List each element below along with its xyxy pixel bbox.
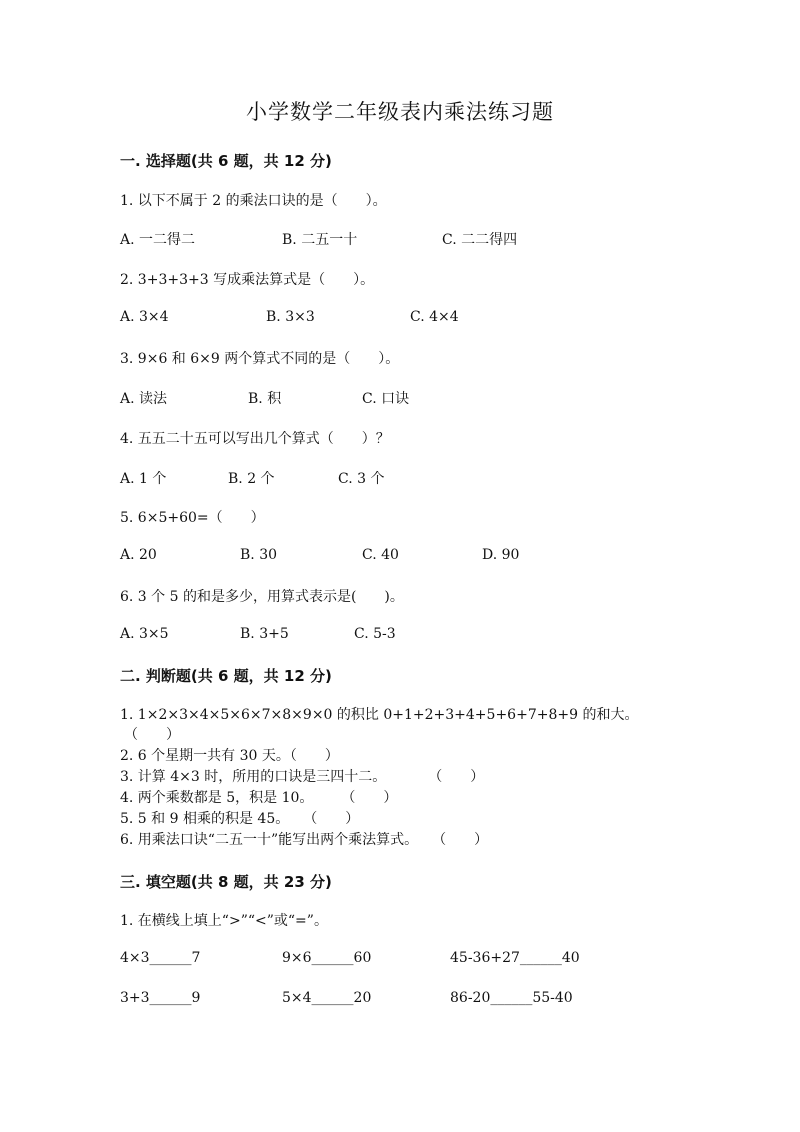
fill-row-2 xyxy=(120,990,720,1010)
option-d: D. 90 xyxy=(482,547,520,563)
fill-item: 3+3______9 xyxy=(120,990,201,1006)
fill-row-1 xyxy=(120,950,720,970)
choice-question-1: 1. 以下不属于 2 的乘法口诀的是（ ）。 xyxy=(120,193,387,209)
choice-options-4 xyxy=(120,468,720,488)
judge-item-5: 5. 5 和 9 相乘的积是 45。 （ ） xyxy=(120,811,360,827)
fill-item: 86-20______55-40 xyxy=(450,990,573,1006)
page-title: 小学数学二年级表内乘法练习题 xyxy=(246,100,554,124)
choice-question-5: 5. 6×5+60=（ ） xyxy=(120,510,265,526)
option-c: C. 5-3 xyxy=(354,626,396,642)
choice-question-3: 3. 9×6 和 6×9 两个算式不同的是（ ）。 xyxy=(120,351,400,367)
option-c: C. 3 个 xyxy=(338,471,385,487)
judge-item-3: 3. 计算 4×3 时，所用的口诀是三四十二。 （ ） xyxy=(120,769,485,785)
choice-question-6: 6. 3 个 5 的和是多少，用算式表示是( )。 xyxy=(120,589,404,605)
judge-item-4: 4. 两个乘数都是 5，积是 10。 （ ） xyxy=(120,790,398,806)
fill-item: 5×4______20 xyxy=(282,990,372,1006)
option-a: A. 3×4 xyxy=(120,309,169,325)
option-c: C. 口诀 xyxy=(362,391,410,407)
section-heading-choice: 一. 选择题(共 6 题，共 12 分) xyxy=(120,152,332,170)
option-c: C. 二二得四 xyxy=(442,232,518,248)
option-a: A. 20 xyxy=(120,547,157,563)
option-c: C. 40 xyxy=(362,547,399,563)
judge-item-1: 1. 1×2×3×4×5×6×7×8×9×0 的积比 0+1+2+3+4+5+6+7+8+9 的和大。 xyxy=(120,707,639,723)
choice-options-3 xyxy=(120,388,720,408)
option-c: C. 4×4 xyxy=(410,309,459,325)
fill-question-1: 1. 在横线上填上“>”“<”或“=”。 xyxy=(120,913,328,929)
option-b: B. 3×3 xyxy=(266,309,315,325)
choice-options-1 xyxy=(120,229,720,249)
option-b: B. 3+5 xyxy=(240,626,289,642)
option-a: A. 读法 xyxy=(120,391,168,407)
choice-options-5 xyxy=(120,547,720,567)
fill-item: 9×6______60 xyxy=(282,950,372,966)
option-b: B. 二五一十 xyxy=(282,232,358,248)
judge-item-6: 6. 用乘法口诀“二五一十”能写出两个乘法算式。 （ ） xyxy=(120,832,489,848)
choice-options-6 xyxy=(120,626,720,646)
option-a: A. 1 个 xyxy=(120,471,167,487)
choice-question-4: 4. 五五二十五可以写出几个算式（ ）？ xyxy=(120,431,390,447)
judge-item-1-answer: （ ） xyxy=(124,727,180,743)
option-b: B. 积 xyxy=(248,391,282,407)
option-b: B. 2 个 xyxy=(228,471,275,487)
judge-item-2: 2. 6 个星期一共有 30 天。（ ） xyxy=(120,748,339,764)
option-a: A. 一二得二 xyxy=(120,232,196,248)
fill-item: 45-36+27______40 xyxy=(450,950,580,966)
option-b: B. 30 xyxy=(240,547,278,563)
option-a: A. 3×5 xyxy=(120,626,169,642)
choice-question-2: 2. 3+3+3+3 写成乘法算式是（ ）。 xyxy=(120,272,375,288)
section-heading-fill: 三. 填空题(共 8 题，共 23 分) xyxy=(120,873,332,891)
fill-item: 4×3______7 xyxy=(120,950,201,966)
choice-options-2 xyxy=(120,309,720,329)
section-heading-judge: 二. 判断题(共 6 题，共 12 分) xyxy=(120,667,332,685)
